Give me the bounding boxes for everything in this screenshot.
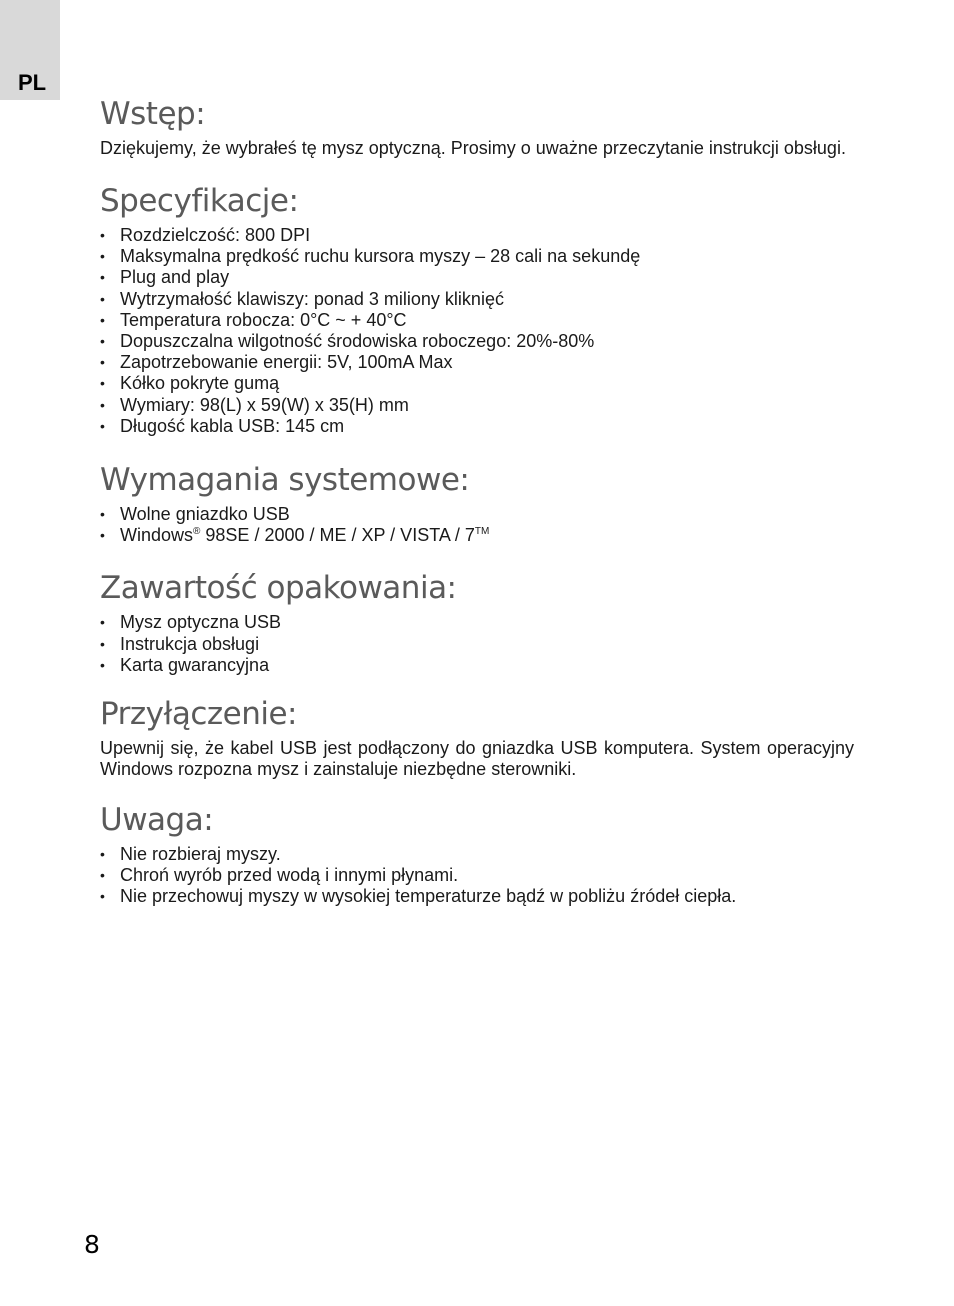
list-item: • Nie rozbieraj myszy. <box>100 844 854 865</box>
section-title-specs: Specyfikacje: <box>100 183 299 219</box>
section-contents <box>100 568 854 676</box>
section-title-connection: Przyłączenie: <box>100 696 297 733</box>
list-item: • Zapotrzebowanie energii: 5V, 100mA Max <box>100 352 854 373</box>
list-item <box>100 525 854 546</box>
connection-text: Upewnij się, że kabel USB jest podłączony do gniazdka USB komputera. System operacyjny Windows rozpozna mysz i zainstaluje niezbędne sterowniki. <box>100 738 854 780</box>
list-item: • Dopuszczalna wilgotność środowiska roboczego: 20%-80% <box>100 331 854 352</box>
list-item: • Mysz optyczna USB <box>100 612 854 633</box>
contents-list <box>100 612 854 676</box>
manual-content <box>100 94 854 924</box>
section-title-intro: Wstęp: <box>100 96 206 132</box>
list-item: • Długość kabla USB: 145 cm <box>100 416 854 437</box>
language-label: PL <box>18 70 47 95</box>
list-item: • Instrukcja obsługi <box>100 634 854 655</box>
list-item: • Wytrzymałość klawiszy: ponad 3 miliony kliknięć <box>100 289 854 310</box>
list-item: • Temperatura robocza: 0°C ~ + 40°C <box>100 310 854 331</box>
list-item: • Wolne gniazdko USB <box>100 504 854 525</box>
page-number: 8 <box>84 1230 100 1259</box>
windows-label: Windows <box>120 525 194 546</box>
warning-list <box>100 844 854 908</box>
list-item: • Kółko pokryte gumą <box>100 373 854 394</box>
windows-versions: 98SE / 2000 / ME / XP / VISTA / 7 <box>200 525 475 546</box>
list-item: • Rozdzielczość: 800 DPI <box>100 225 854 246</box>
list-item: • Maksymalna prędkość ruchu kursora myszy – 28 cali na sekundę <box>100 246 854 267</box>
section-requirements <box>100 460 854 546</box>
section-title-requirements: Wymagania systemowe: <box>100 462 470 499</box>
section-specs <box>100 181 854 437</box>
section-connection <box>100 694 854 780</box>
list-item: • Nie przechowuj myszy w wysokiej temperaturze bądź w pobliżu źródeł ciepła. <box>100 886 854 907</box>
list-item: • Plug and play <box>100 267 854 288</box>
registered-mark: ® <box>193 526 201 538</box>
intro-text: Dziękujemy, że wybrałeś tę mysz optyczną. Prosimy o uważne przeczytanie instrukcji obsługi. <box>100 138 846 158</box>
section-title-contents: Zawartość opakowania: <box>100 570 457 607</box>
list-item: • Chroń wyrób przed wodą i innymi płynami. <box>100 865 854 886</box>
requirements-list <box>100 504 854 546</box>
section-warning <box>100 800 854 908</box>
list-item: • Karta gwarancyjna <box>100 655 854 676</box>
language-tab <box>0 0 60 100</box>
specs-list <box>100 225 854 437</box>
section-intro <box>100 94 854 159</box>
list-item: • Wymiary: 98(L) x 59(W) x 35(H) mm <box>100 395 854 416</box>
section-title-warning: Uwaga: <box>100 802 214 839</box>
trademark-mark: TM <box>474 526 490 538</box>
